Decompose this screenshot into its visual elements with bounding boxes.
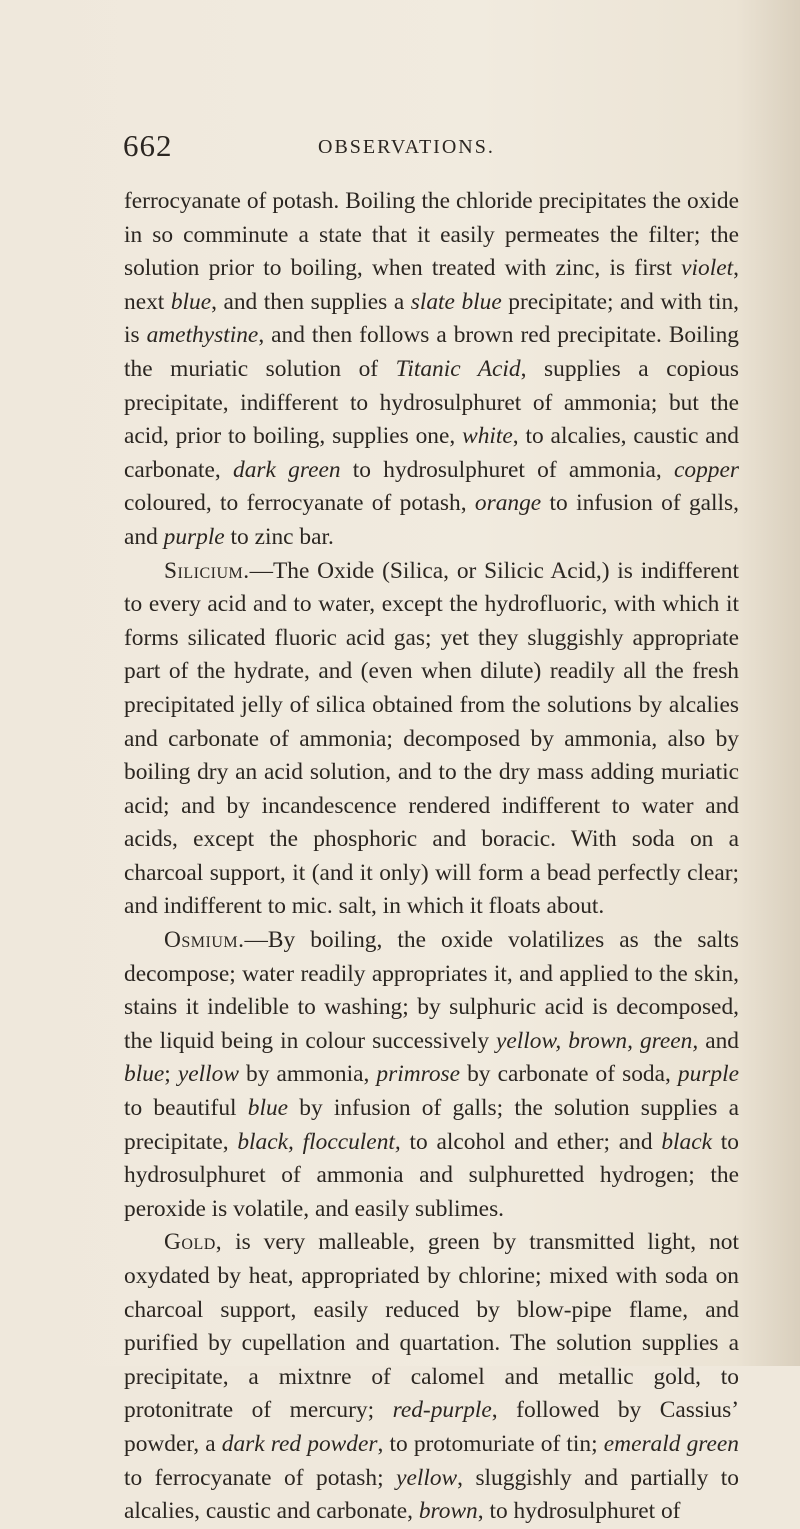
italic-text: brown <box>418 1498 478 1525</box>
italic-text: violet <box>681 255 734 282</box>
text-run: ferrocyanate of potash. Boiling the chloride precipitates the oxide in so comminute a state that it easily permeates the filter; the solution prior to boiling, when treated with zinc, is first <box>124 188 739 282</box>
paragraph-osmium <box>124 924 739 1226</box>
italic-text: black <box>661 1128 712 1155</box>
italic-text: copper <box>674 456 739 483</box>
text-run: , followed by Cassius’ powder, a <box>124 1397 740 1457</box>
italic-text: purple <box>677 1061 739 1088</box>
italic-text: yellow <box>396 1464 458 1491</box>
paragraph-silicium <box>124 555 739 925</box>
paragraph-gold <box>124 1226 739 1528</box>
body-text <box>124 185 739 1529</box>
text-run: —By boiling, the oxide volatilizes as the salts decompose; water readily appropriates it, and applied to the skin, stains it indelible to washing; by sulphuric acid is decomposed, the liquid being in colour successively <box>124 927 739 1054</box>
text-run: and <box>698 1027 739 1054</box>
text-run: to zinc bar. <box>224 523 334 550</box>
text-run: , and then follows a brown red precipitate. Boiling the muriatic solution of <box>124 322 740 382</box>
text-run: , to alcalies, caustic and carbonate, <box>124 423 739 483</box>
page-number: 662 <box>123 128 173 163</box>
italic-text: purple <box>163 523 225 550</box>
italic-text: Titanic Acid <box>395 355 521 382</box>
text-run: to infusion of galls, and <box>124 490 739 550</box>
text-run: precipitate; and with tin, is <box>124 288 740 349</box>
italic-text: red-purple <box>392 1397 492 1424</box>
italic-text: slate blue <box>410 288 502 315</box>
italic-text: blue <box>124 1061 165 1088</box>
running-head: OBSERVATIONS. <box>318 136 495 158</box>
section-heading: Osmium. <box>164 927 245 954</box>
text-run: by carbonate of soda, <box>460 1061 678 1088</box>
italic-text: white <box>462 423 513 450</box>
italic-text: dark red powder <box>221 1430 378 1457</box>
text-run: , next <box>124 255 739 315</box>
italic-text: emerald green <box>603 1430 739 1457</box>
italic-text: blue <box>247 1095 289 1122</box>
text-run: ; <box>164 1061 178 1088</box>
text-run: to ferrocyanate of potash; <box>124 1464 397 1491</box>
page-header <box>123 128 733 168</box>
text-run: coloured, to ferrocyanate of potash, <box>124 490 475 517</box>
text-run: to alcohol and ether; and <box>400 1128 662 1155</box>
text-run: by ammonia, <box>238 1061 377 1088</box>
text-run: to hydrosulphuret of ammonia and sulphuretted hydrogen; the peroxide is volatile, and easily sublimes. <box>124 1128 739 1222</box>
text-run: —The Oxide (Silica, or Silicic Acid,) is indifferent to every acid and to water, except the hydrofluoric, with which it forms silicated fluoric acid gas; yet they sluggishly appropriate part of the hydrate, and (even when dilute) readily all the fresh precipitated jelly of silica obtained from the solutions by alcalies and carbonate of ammonia; decomposed by ammonia, also by boiling dry an acid solution, and to the dry mass adding muriatic acid; and by incandescence rendered indifferent to water and acids, except the phosphoric and boracic. With soda on a charcoal support, it (and it only) will form a bead perfectly clear; and indifferent to mic. salt, in which it floats about. <box>124 557 739 920</box>
italic-text: dark green <box>233 456 341 483</box>
text-run: is very malleable, green by transmitted light, not oxydated by heat, appropriated by chlorine; mixed with soda on charcoal support, easily reduced by blow-pipe flame, and purified by cupellation and quartation. The solution supplies a precipitate, a mixtnre of calomel and metallic gold, to protonitrate of mercury; <box>124 1229 739 1424</box>
italic-text: primrose <box>376 1061 461 1088</box>
italic-text: black, flocculent, <box>237 1128 401 1155</box>
text-run: to hydrosulphuret of ammonia, <box>340 456 675 483</box>
italic-text: amethystine <box>146 322 259 349</box>
paragraph-titanium <box>124 185 739 555</box>
section-heading: Silicium. <box>164 557 250 584</box>
text-run: , and then supplies a <box>211 288 411 315</box>
text-run: , sluggishly and partially to alcalies, caustic and carbonate, <box>124 1464 740 1525</box>
text-run: to beautiful <box>124 1095 248 1122</box>
text-run: , to hydrosulphuret of <box>477 1498 681 1525</box>
text-run: by infusion of galls; the solution supplies a precipitate, <box>124 1095 739 1155</box>
section-heading: Gold, <box>164 1229 223 1256</box>
italic-text: yellow <box>177 1061 239 1088</box>
italic-text: orange <box>474 490 542 517</box>
text-run: , supplies a copious precipitate, indifferent to hydrosulphuret of ammonia; but the acid, prior to boiling, supplies one, <box>124 355 739 450</box>
italic-text: blue <box>170 288 212 315</box>
italic-text: yellow, brown, green, <box>496 1027 699 1054</box>
text-run: , to protomuriate of tin; <box>377 1430 604 1457</box>
